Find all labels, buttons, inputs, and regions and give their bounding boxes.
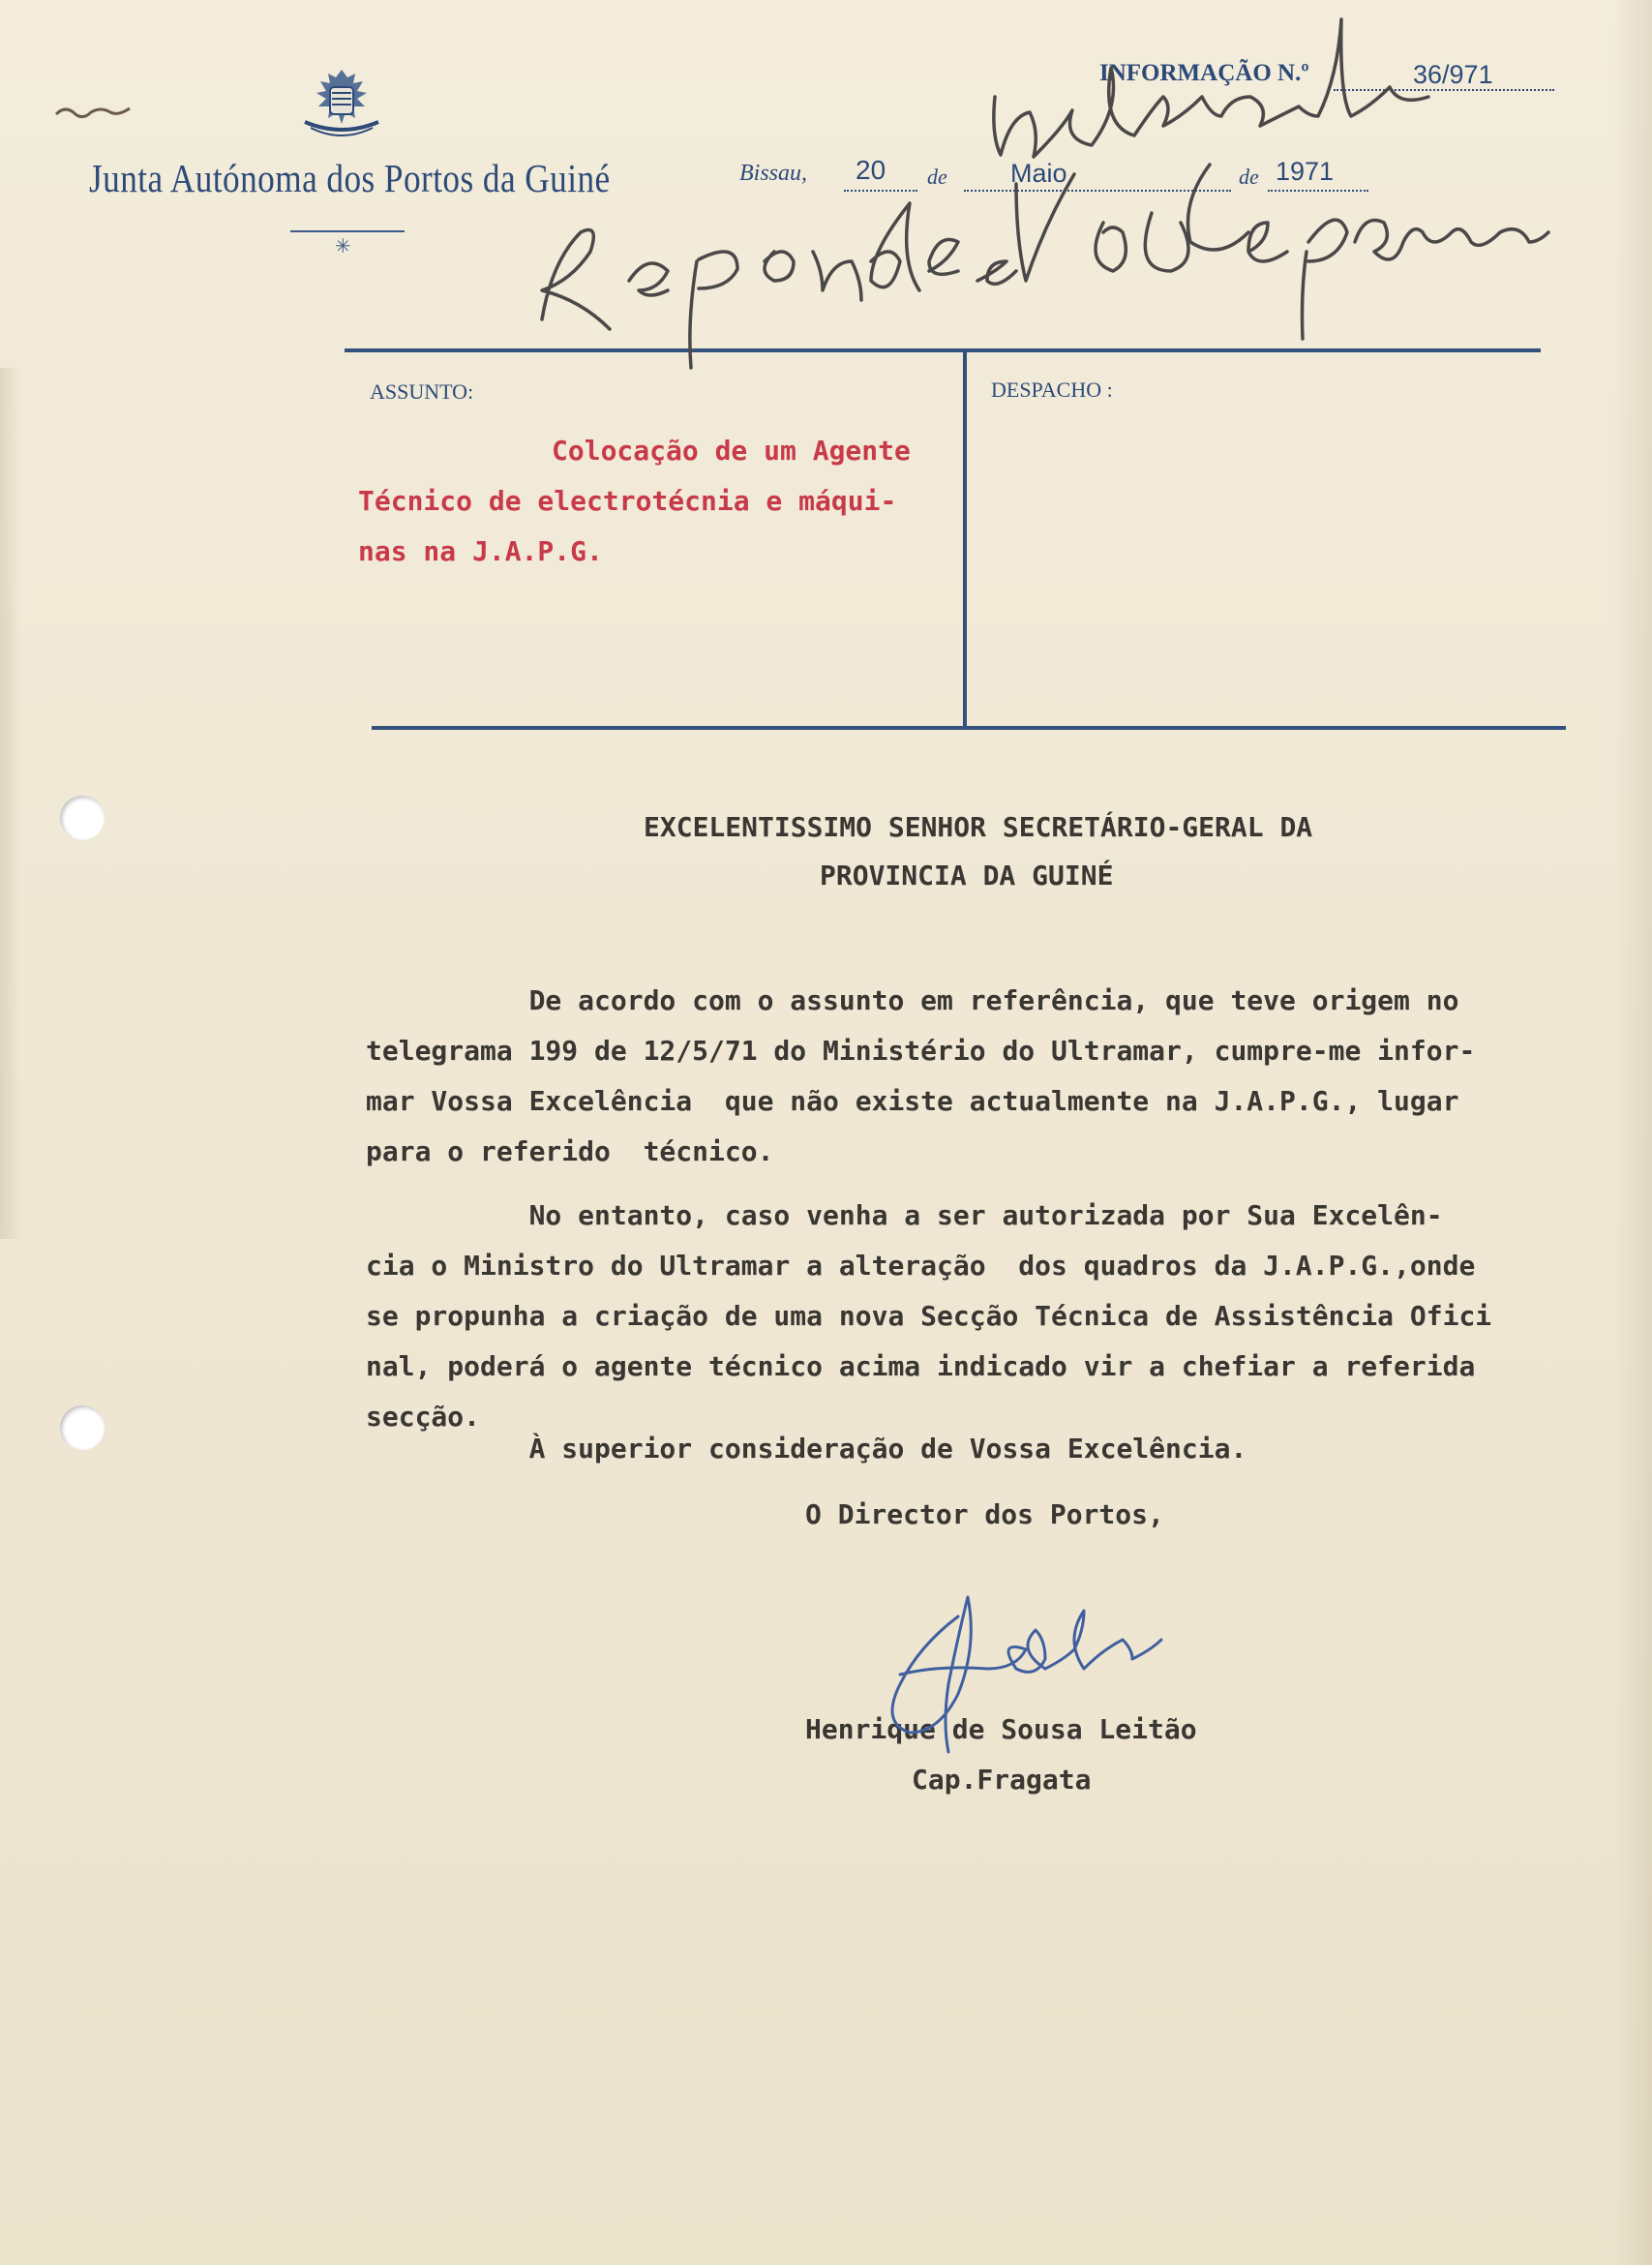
body-line: mar Vossa Excelência que não existe actualmente na J.A.P.G., lugar: [366, 1085, 1459, 1117]
date-separator: de: [1239, 165, 1259, 189]
asterisk-ornament-icon: ✳: [335, 234, 351, 257]
body-line: nal, poderá o agente técnico acima indicado vir a chefiar a referida: [366, 1350, 1476, 1382]
date-day: 20: [856, 155, 886, 185]
date-year: 1971: [1276, 157, 1335, 186]
information-number-value: 36/971: [1413, 60, 1493, 89]
date-separator: de: [927, 165, 947, 189]
date-month: Maio: [1010, 159, 1067, 188]
place-label: Bissau,: [739, 161, 808, 186]
body-line: telegrama 199 de 12/5/71 do Ministério do Ultramar, cumpre-me infor-: [366, 1035, 1476, 1067]
body-line: se propunha a criação de uma nova Secção Técnica de Assistência Ofici: [366, 1300, 1492, 1332]
information-number-label: INFORMAÇÃO N.º: [1099, 60, 1309, 86]
subject-label: ASSUNTO:: [370, 379, 474, 404]
body-line: secção.: [366, 1401, 481, 1433]
body-line: No entanto, caso venha a ser autorizada por Sua Excelên-: [366, 1199, 1443, 1231]
body-line: De acordo com o assunto em referência, que teve origem no: [366, 984, 1459, 1016]
organization-name: Junta Autónoma dos Portos da Guiné: [89, 156, 611, 200]
dispatch-label: DESPACHO :: [991, 378, 1113, 402]
signer-rank: Cap.Fragata: [912, 1764, 1092, 1796]
addressee-line: PROVINCIA DA GUINÉ: [820, 860, 1114, 891]
signer-name: Henrique de Sousa Leitão: [805, 1713, 1197, 1745]
addressee-line: EXCELENTISSIMO SENHOR SECRETÁRIO-GERAL DA: [644, 811, 1313, 843]
director-title: O Director dos Portos,: [805, 1498, 1164, 1530]
subject-line: nas na J.A.P.G.: [358, 535, 603, 567]
subject-line: Técnico de electrotécnia e máqui-: [358, 485, 897, 517]
body-line: para o referido técnico.: [366, 1135, 774, 1167]
margin-scribble: [56, 108, 130, 117]
signature: [892, 1597, 1161, 1752]
closing-line: À superior consideração de Vossa Excelência.: [366, 1433, 1247, 1465]
handwritten-annotation-lower: [542, 165, 1548, 368]
handwritten-annotation-upper: [994, 19, 1428, 157]
subject-line: Colocação de um Agente: [552, 435, 911, 467]
body-line: cia o Ministro do Ultramar a alteração dos quadros da J.A.P.G.,onde: [366, 1250, 1476, 1282]
